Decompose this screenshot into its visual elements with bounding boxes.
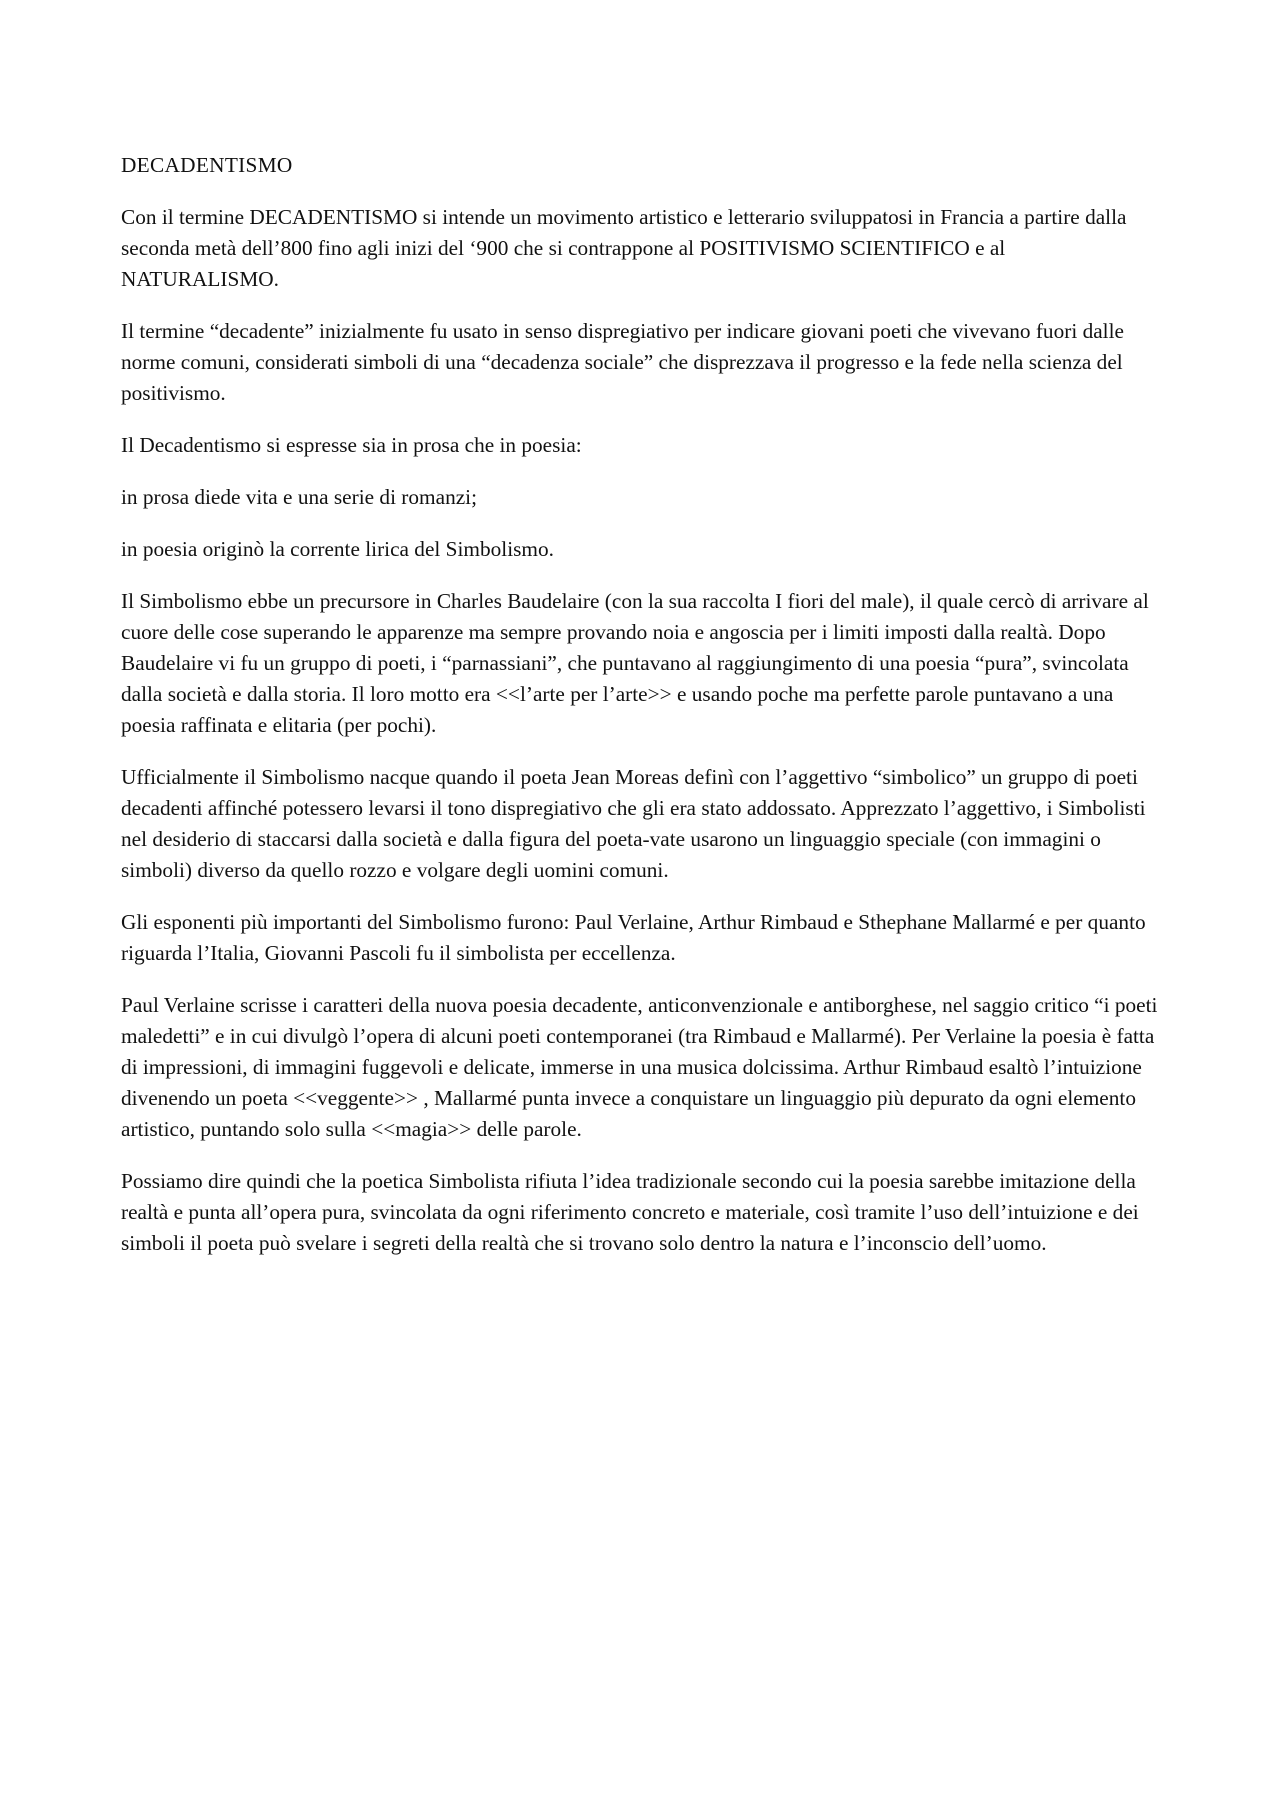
paragraph-verlaine: Paul Verlaine scrisse i caratteri della nuova poesia decadente, anticonvenzionale e antiborghese, nel saggio critico “i poeti maledetti” e in cui divulgò l’opera di alcuni poeti contemporanei (tra Rimbaud e Mallarmé). Per Verlaine la poesia è fatta di impressioni, di immagini fuggevoli e delicate, immerse in una musica dolcissima. Arthur Rimbaud esaltò l’intuizione divenendo un poeta <<veggente>> , Mallarmé punta invece a conquistare un linguaggio più depurato da ogni elemento artistico, puntando solo sulla <<magia>> delle parole. bbox=[121, 993, 1158, 1141]
paragraph-prose: in prosa diede vita e una serie di romanzi; bbox=[121, 485, 478, 509]
paragraph-baudelaire: Il Simbolismo ebbe un precursore in Charles Baudelaire (con la sua raccolta I fiori del male), il quale cercò di arrivare al cuore delle cose superando le apparenze ma sempre provando noia e angoscia per i limiti imposti dalla realtà. Dopo Baudelaire vi fu un gruppo di poeti, i “parnassiani”, che puntavano al raggiungimento di una poesia “pura”, svincolata dalla società e dalla storia. Il loro motto era <<l’arte per l’arte>> e usando poche ma perfette parole puntavano a una poesia raffinata e elitaria (per pochi). bbox=[121, 589, 1149, 737]
paragraph-term-origin: Il termine “decadente” inizialmente fu usato in senso dispregiativo per indicare giovani poeti che vivevano fuori dalle norme comuni, considerati simboli di una “decadenza sociale” che disprezzava il progresso e la fede nella scienza del positivismo. bbox=[121, 319, 1124, 405]
document-body bbox=[121, 150, 1161, 1280]
paragraph-exponents: Gli esponenti più importanti del Simbolismo furono: Paul Verlaine, Arthur Rimbaud e Sthephane Mallarmé e per quanto riguarda l’Italia, Giovanni Pascoli fu il simbolista per eccellenza. bbox=[121, 910, 1146, 965]
paragraph-conclusion: Possiamo dire quindi che la poetica Simbolista rifiuta l’idea tradizionale secondo cui la poesia sarebbe imitazione della realtà e punta all’opera pura, svincolata da ogni riferimento concreto e materiale, così tramite l’uso dell’intuizione e dei simboli il poeta può svelare i segreti della realtà che si trovano solo dentro la natura e l’inconscio dell’uomo. bbox=[121, 1169, 1139, 1255]
paragraph-intro: Con il termine DECADENTISMO si intende un movimento artistico e letterario sviluppatosi in Francia a partire dalla seconda metà dell’800 fino agli inizi del ‘900 che si contrappone al POSITIVISMO SCIENTIFICO e al NATURALISMO. bbox=[121, 205, 1127, 291]
paragraph-prose-poetry: Il Decadentismo si espresse sia in prosa che in poesia: bbox=[121, 433, 582, 457]
document-title: DECADENTISMO bbox=[121, 153, 293, 177]
paragraph-poetry: in poesia originò la corrente lirica del Simbolismo. bbox=[121, 537, 554, 561]
paragraph-moreas: Ufficialmente il Simbolismo nacque quando il poeta Jean Moreas definì con l’aggettivo “simbolico” un gruppo di poeti decadenti affinché potessero levarsi il tono dispregiativo che gli era stato addossato. Apprezzato l’aggettivo, i Simbolisti nel desiderio di staccarsi dalla società e dalla figura del poeta-vate usarono un linguaggio speciale (con immagini o simboli) diverso da quello rozzo e volgare degli uomini comuni. bbox=[121, 765, 1146, 882]
